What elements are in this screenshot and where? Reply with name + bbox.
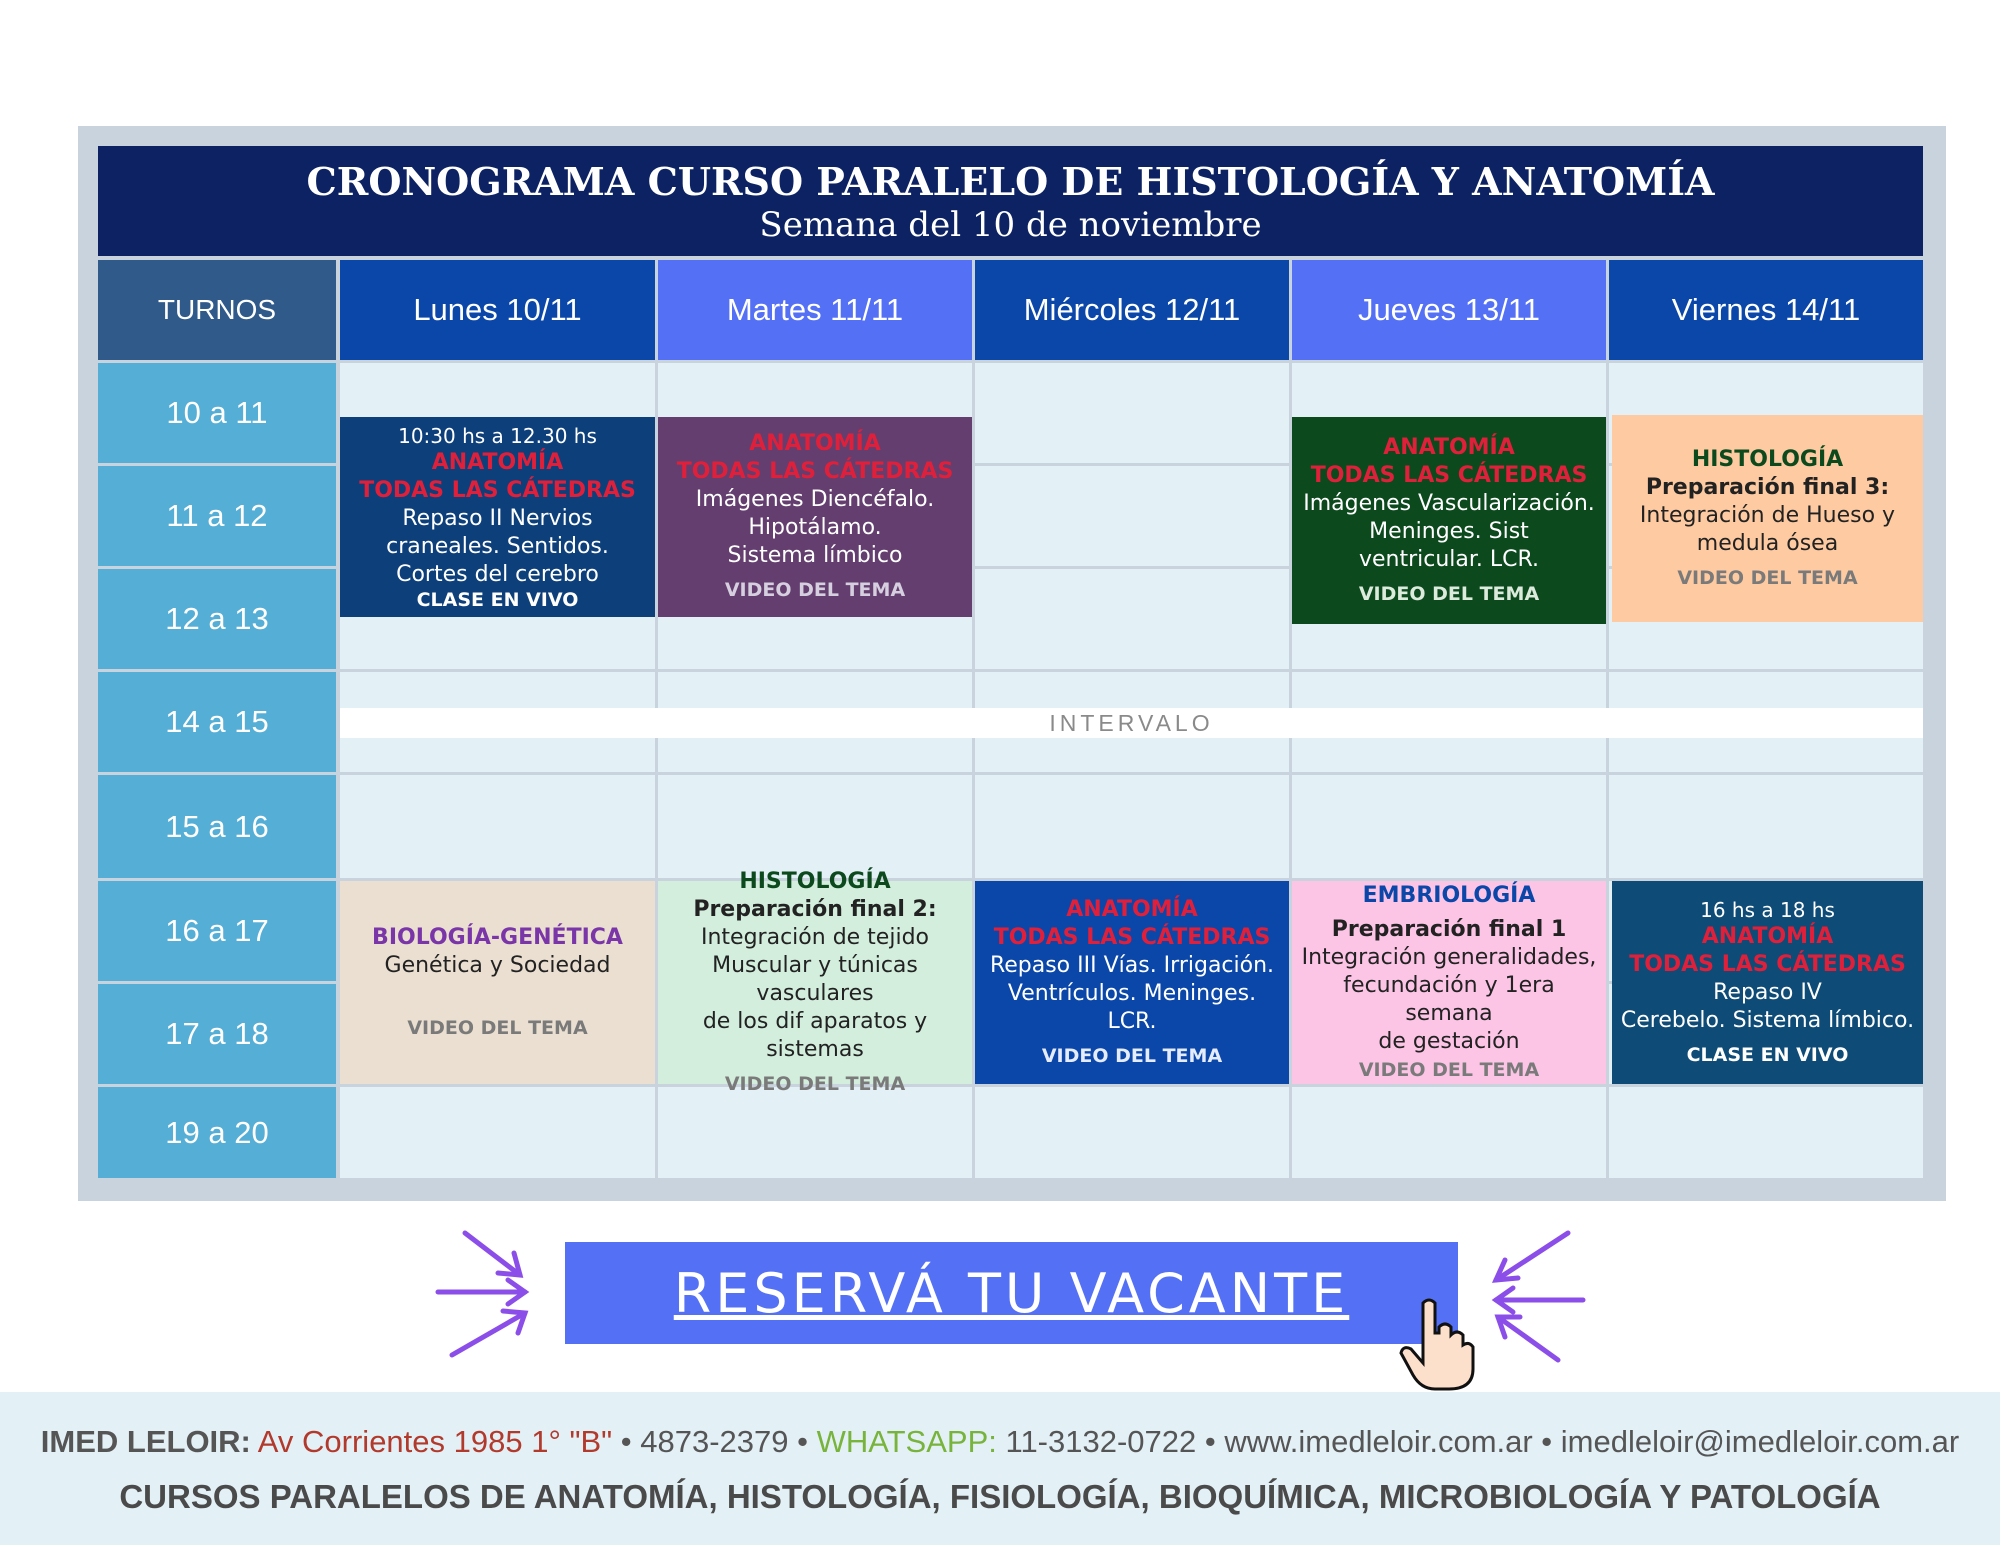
event-footer: VIDEO DEL TEMA <box>1358 1058 1540 1081</box>
event-subject: HISTOLOGÍA <box>1691 446 1844 472</box>
event-line: Ventrículos. Meninges. LCR. <box>1007 980 1257 1034</box>
slot-16-17: 16 a 17 <box>98 881 336 981</box>
day-header-wednesday: Miércoles 12/11 <box>975 260 1289 360</box>
grid-cell <box>658 1087 972 1178</box>
event-monday-pm <box>340 881 655 1084</box>
grid-cell <box>340 775 655 878</box>
event-footer: VIDEO DEL TEMA <box>1677 566 1858 589</box>
footer-address: Av Corrientes 1985 1° "B" <box>257 1424 613 1459</box>
grid-cell <box>1292 1087 1606 1178</box>
event-line: fecundación y 1era semana <box>1343 972 1555 1026</box>
event-tuesday-am <box>658 417 972 617</box>
event-footer: CLASE EN VIVO <box>1686 1043 1849 1066</box>
event-footer: VIDEO DEL TEMA <box>1041 1044 1223 1067</box>
event-line: Repaso IV <box>1713 979 1822 1005</box>
footer-courses: CURSOS PARALELOS DE ANATOMÍA, HISTOLOGÍA, FISIOLOGÍA, BIOQUÍMICA, MICROBIOLOGÍA Y PATOLOGÍA <box>119 1478 1881 1515</box>
arrows-left-icon <box>430 1225 540 1365</box>
arrows-right-icon <box>1478 1225 1588 1365</box>
event-scope: TODAS LAS CÁTEDRAS <box>1629 951 1906 977</box>
event-heading: Preparación final 3: <box>1645 474 1890 500</box>
event-subject: HISTOLOGÍA <box>739 868 891 894</box>
event-wednesday-pm <box>975 881 1289 1084</box>
grid-cell <box>340 1087 655 1178</box>
footer-whatsapp-web-email[interactable]: 11-3132-0722 • www.imedleloir.com.ar • imedleloir@imedleloir.com.ar <box>1005 1424 1960 1459</box>
page-subtitle: Semana del 10 de noviembre <box>759 205 1262 245</box>
slot-17-18: 17 a 18 <box>98 984 336 1084</box>
day-header-friday: Viernes 14/11 <box>1609 260 1923 360</box>
event-thursday-am <box>1292 417 1606 624</box>
footer-brand: IMED LELOIR: <box>40 1424 251 1459</box>
event-line: Genética y Sociedad <box>384 952 611 978</box>
event-heading: Preparación final 2: <box>693 896 937 922</box>
footer <box>0 1392 2000 1545</box>
event-monday-am <box>340 417 655 617</box>
event-subject: ANATOMÍA <box>1383 434 1515 460</box>
event-scope: TODAS LAS CÁTEDRAS <box>359 478 636 503</box>
event-line: Cerebelo. Sistema límbico. <box>1620 1007 1915 1033</box>
event-footer: CLASE EN VIVO <box>416 589 579 611</box>
schedule-title-bar <box>98 146 1923 256</box>
event-line: de los dif aparatos y sistemas <box>702 1008 928 1062</box>
event-scope: TODAS LAS CÁTEDRAS <box>1310 462 1588 488</box>
grid-cell <box>975 569 1289 669</box>
grid-cell <box>975 466 1289 566</box>
interval-band: INTERVALO <box>340 708 1923 738</box>
grid-cell <box>658 775 972 878</box>
event-friday-pm <box>1612 881 1923 1084</box>
slot-10-11: 10 a 11 <box>98 363 336 463</box>
event-line: craneales. Sentidos. <box>386 534 609 559</box>
grid-cell <box>1609 1087 1923 1178</box>
event-scope: TODAS LAS CÁTEDRAS <box>676 459 954 484</box>
event-line: Integración de tejido <box>701 924 929 950</box>
event-line: Repaso III Vías. Irrigación. <box>989 952 1275 978</box>
event-line: Sistema límbico <box>727 543 903 568</box>
event-time: 10:30 hs a 12.30 hs <box>398 424 597 448</box>
slot-19-20: 19 a 20 <box>98 1087 336 1178</box>
event-subject: ANATOMÍA <box>431 450 564 475</box>
event-footer: VIDEO DEL TEMA <box>724 579 906 601</box>
event-subject: ANATOMÍA <box>749 431 881 456</box>
day-header-monday: Lunes 10/11 <box>340 260 655 360</box>
event-line: Cortes del cerebro <box>396 562 599 587</box>
slot-12-13: 12 a 13 <box>98 569 336 669</box>
grid-cell <box>975 1087 1289 1178</box>
day-header-tuesday: Martes 11/11 <box>658 260 972 360</box>
event-line: Imágenes Vascularización. <box>1303 490 1595 516</box>
event-tuesday-pm <box>658 868 972 1095</box>
event-subject: EMBRIOLOGÍA <box>1362 882 1536 908</box>
event-scope: TODAS LAS CÁTEDRAS <box>993 924 1271 950</box>
day-header-thursday: Jueves 13/11 <box>1292 260 1606 360</box>
event-thursday-pm <box>1292 881 1606 1084</box>
grid-cell <box>975 775 1289 878</box>
event-line: Repaso II Nervios <box>402 506 593 531</box>
event-line: ventricular. LCR. <box>1358 546 1540 572</box>
event-line: de gestación <box>1378 1028 1520 1054</box>
pointing-hand-icon <box>1395 1295 1475 1395</box>
grid-cell <box>975 363 1289 463</box>
event-line: Integración generalidades, <box>1301 944 1597 970</box>
footer-whatsapp-label: WHATSAPP: <box>816 1424 997 1459</box>
event-footer: VIDEO DEL TEMA <box>407 1016 588 1039</box>
event-friday-am <box>1612 415 1923 622</box>
event-subject: BIOLOGÍA-GENÉTICA <box>372 924 623 950</box>
grid-cell <box>1609 775 1923 878</box>
event-line: Hipotálamo. <box>748 515 882 540</box>
slot-11-12: 11 a 12 <box>98 466 336 566</box>
event-footer: VIDEO DEL TEMA <box>724 1072 906 1095</box>
event-subject: ANATOMÍA <box>1701 923 1834 949</box>
reserve-vacancy-button[interactable]: RESERVÁ TU VACANTE <box>565 1242 1458 1344</box>
event-line: Muscular y túnicas vasculares <box>712 952 918 1006</box>
slot-14-15: 14 a 15 <box>98 672 336 772</box>
event-time: 16 hs a 18 hs <box>1700 897 1835 922</box>
footer-phone: • 4873-2379 • <box>620 1424 808 1459</box>
event-line: medula ósea <box>1696 530 1839 556</box>
event-line: Meninges. Sist <box>1369 518 1529 544</box>
footer-contact-line <box>0 1424 2000 1460</box>
event-footer: VIDEO DEL TEMA <box>1358 582 1540 605</box>
event-subject: ANATOMÍA <box>1066 896 1198 922</box>
turnos-header: TURNOS <box>98 260 336 360</box>
event-line: Integración de Hueso y <box>1639 502 1896 528</box>
event-line: Imágenes Diencéfalo. <box>695 487 935 512</box>
slot-15-16: 15 a 16 <box>98 775 336 878</box>
grid-cell <box>1292 775 1606 878</box>
event-heading: Preparación final 1 <box>1331 916 1567 942</box>
page-title: CRONOGRAMA CURSO PARALELO DE HISTOLOGÍA Y ANATOMÍA <box>306 159 1715 204</box>
